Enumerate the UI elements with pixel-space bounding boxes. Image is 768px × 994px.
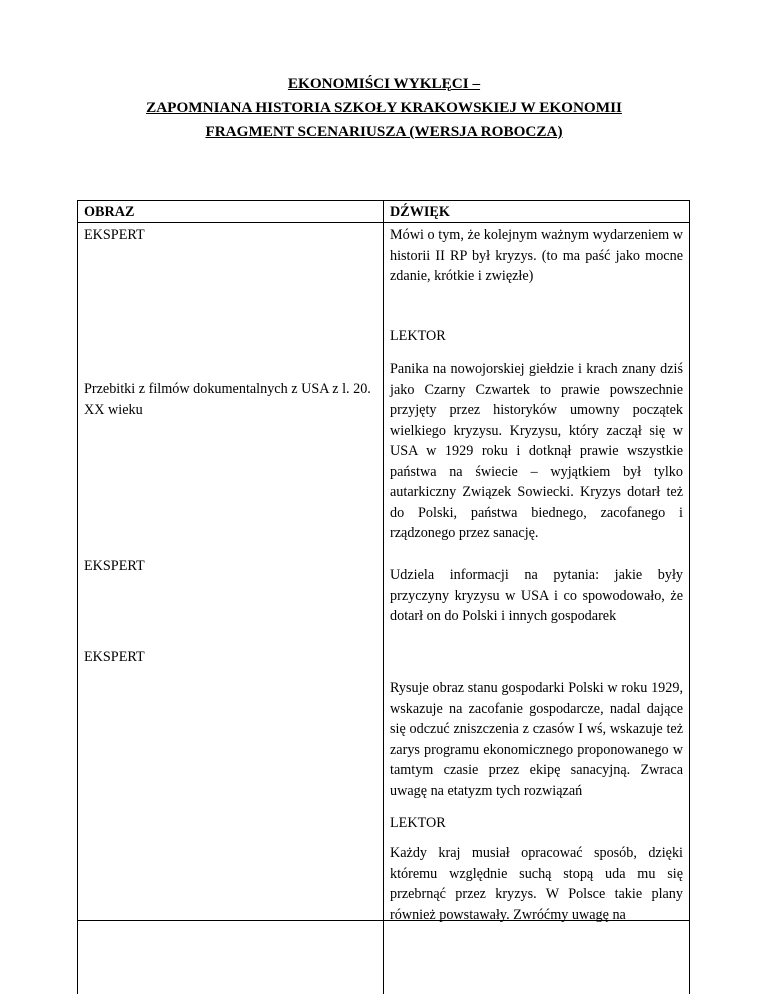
dzwiek-lektor-label-1: LEKTOR [390,328,446,344]
table-column-divider [383,200,384,994]
column-header-obraz: OBRAZ [84,204,135,220]
dzwiek-paragraph-3: Udziela informacji na pytania: jakie były przyczyny kryzysu w USA i co spowodowało, że dotarł on do Polski i innych gospodarek [390,567,683,624]
title-line-3: FRAGMENT SCENARIUSZA (WERSJA ROBOCZA) [205,123,563,140]
title-line-1: EKONOMIŚCI WYKLĘCI – [287,75,481,92]
dzwiek-paragraph-1: Mówi o tym, że kolejnym ważnym wydarzeniem w historii II RP był kryzys. (to ma paść jako mocne zdanie, krótkie i zwięzłe) [390,227,683,284]
dzwiek-lektor-label-2: LEKTOR [390,815,446,831]
obraz-cell-4: EKSPERT [84,649,145,665]
dzwiek-paragraph-2: Panika na nowojorskiej giełdzie i krach znany dziś jako Czarny Czwartek to prawie powszechnie przyjęty przez historyków umowny początek wielkiego kryzysu. Kryzysu, który zaczął się w USA w 1929 roku i dotknął prawie wszystkie państwa na świecie – wyjątkiem był tylko autarkiczny Związek Sowiecki. Kryzys dotarł też do Polski, państwa biednego, zacofanego i rządzonego przez sanację. [390,361,683,541]
obraz-cell-1: EKSPERT [84,227,145,243]
obraz-cell-3: EKSPERT [84,558,145,574]
table-border-left [77,200,78,994]
dzwiek-paragraph-4: Rysuje obraz stanu gospodarki Polski w roku 1929, wskazuje na zacofanie gospodarcze, nadal dające się odczuć zniszczenia z czasów I wś, wskazuje też zarys programu ekonomicznego proponowanego w tamtym czasie przez ekipę sanacyjną. Zwraca uwagę na etatyzm tych rozwiązań [390,680,683,799]
table-border-right [689,200,690,994]
obraz-cell-2: Przebitki z filmów dokumentalnych z USA z l. 20. XX wieku [84,381,371,418]
title-line-2: ZAPOMNIANA HISTORIA SZKOŁY KRAKOWSKIEJ W EKONOMII [146,99,622,116]
dzwiek-paragraph-5: Każdy kraj musiał opracować sposób, dzięki któremu względnie suchą stopą uda mu się przebrnąć przez kryzys. W Polsce takie plany również powstawały. Zwróćmy uwagę na [390,845,683,923]
column-header-dzwiek: DŹWIĘK [390,204,450,220]
